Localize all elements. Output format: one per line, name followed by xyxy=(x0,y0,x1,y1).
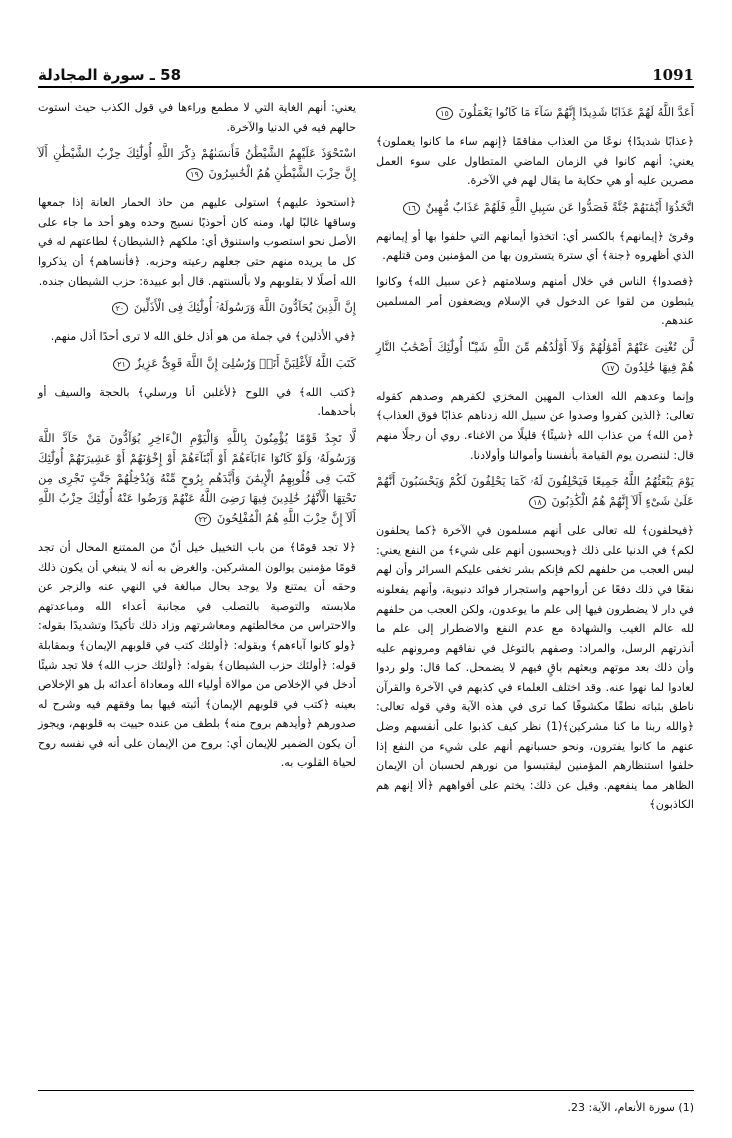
ayah-text: يَوْمَ يَبْعَثُهُمُ اللَّهُ جَمِيعًا فَيَحْلِفُونَ لَهُۥ كَمَا يَحْلِفُونَ لَكُمْ وَيَحْسَبُونَ أَنَّهُمْ عَلَىٰ شَىْءٍ أَلَآ إِنَّهُمْ هُمُ الْكَٰذِبُونَ xyxy=(376,474,694,509)
commentary-paragraph: ﴿فصدوا﴾ الناس في خلال أمنهم وسلامتهم ﴿عن سبيل الله﴾ وكانوا يثبطون من لقوا عن الدخول في الإسلام ويضعفون أمر المسلمين عندهم. xyxy=(376,274,694,328)
ayah-text: كَتَبَ اللَّهُ لَأَغْلِبَنَّ أَنَا۠ وَرُسُلِىٓ إِنَّ اللَّهَ قَوِىٌّ عَزِيزٌ xyxy=(135,355,356,370)
page-number: 1091 xyxy=(652,66,694,84)
commentary-paragraph: وقرئ ﴿إيمانهم﴾ بالكسر أي: اتخذوا أيمانهم التي حلفوا بها أو إيمانهم الذي أظهروه ﴿جنة﴾ أي سترة يتسترون بها من المؤمنين ومن قتلهم. xyxy=(376,229,694,263)
ayah-text: أَعَدَّ اللَّهُ لَهُمْ عَذَابًا شَدِيدًا إِنَّهُمْ سَآءَ مَا كَانُوا يَعْمَلُونَ xyxy=(458,105,694,119)
ayah-text: لَّا تَجِدُ قَوْمًا يُؤْمِنُونَ بِاللَّهِ وَالْيَوْمِ الْءَاخِرِ يُوَآدُّونَ مَنْ حَآدَّ اللَّهَ وَرَسُولَهُۥ وَلَوْ كَانُوٓا ءَابَآءَهُمْ أَوْ أَبْنَآءَهُمْ أَوْ إِخْوَٰنَهُمْ أَوْ عَشِيرَتَهُمْ أُولَٰٓئِكَ كَتَبَ فِى قُلُوبِهِمُ الْإِيمَٰنَ وَأَيَّدَهُم بِرُوحٍ مِّنْهُ وَيُدْخِلُهُمْ جَنَّٰتٍ تَجْرِى مِن تَحْتِهَا الْأَنْهَٰرُ خَٰلِدِينَ فِيهَا رَضِىَ اللَّهُ عَنْهُمْ وَرَضُوا عَنْهُ أُولَٰٓئِكَ حِزْبُ اللَّهِ أَلَآ إِنَّ حِزْبَ اللَّهِ هُمُ الْمُفْلِحُونَ xyxy=(38,430,356,525)
ayah-number: ٢٠ xyxy=(112,302,129,315)
commentary-paragraph: ﴿في الأذلين﴾ في جملة من هو أذل خلق الله لا ترى أحدًا أذل منهم. xyxy=(50,330,356,344)
ayah-block xyxy=(376,102,694,122)
commentary-paragraph: وإنما وعدهم الله العذاب المهين المخزي لكفرهم وصدهم كقوله تعالى: ﴿الذين كفروا وصدوا عن سبيل الله زدناهم عذابًا فوق العذاب﴾ ﴿من الله﴾ من عذاب الله ﴿شيئًا﴾ قليلًا من الاغناء. روي أن رجلًا منهم قال: لننصرن يوم القيامة بأنفسنا وأموالنا وأولادنا. xyxy=(376,389,694,462)
commentary-paragraph: ﴿كتب الله﴾ في اللوح ﴿لأغلبن أنا ورسلي﴾ بالحجة والسيف أو بأحدهما. xyxy=(38,385,356,419)
ayah-text: اتَّخَذُوٓا أَيْمَٰنَهُمْ جُنَّةً فَصَدُّوا عَن سَبِيلِ اللَّهِ فَلَهُمْ عَذَابٌ مُّهِينٌ xyxy=(425,199,694,214)
ayah-block xyxy=(38,353,356,373)
left-column xyxy=(38,98,356,770)
ayah-number: ١٧ xyxy=(602,362,619,375)
commentary-paragraph: ﴿فيحلفون﴾ لله تعالى على أنهم مسلمون في الآخرة ﴿كما يحلفون لكم﴾ في الدنيا على ذلك ﴿ويحسبون أنهم على شيء﴾ من النفع يعني: ليس العجب من حلفهم لكم فإنكم بشر تخفى عليكم السرائر وأن لهم نفعًا في ذلك دفعًا عن أرواحهم واستجرار فوائد دنيوية، وأنهم يفعلونه في دار لا يضطرون فيها إلى علم ما يوعدون، ولكن العجب من حلفهم لله عالم الغيب والشهادة مع عدم النفع والاضطرار إلى علم ما أنذرتهم الرسل، والمراد: وصفهم بالتوغل في نفاقهم ومرونهم عليه وأن ذلك بعد موتهم وبعثهم باقٍ فيهم لا يضمحل. كما قال: ولو ردوا لعادوا لما نهوا عنه. وقد اختلف العلماء في كذبهم في الآخرة والقرآن ناطق بثباته نطقًا مكشوفًا كما ترى في هذه الآية وفي قوله تعالى: ﴿والله ربنا ما كنا مشركين﴾(1) نظر كيف كذبوا على أنفسهم وضل عنهم ما كانوا يفترون، ونحو حسبانهم أنهم على شيء من النفع إذا حلفوا استنظارهم المؤمنين ليقتبسوا من نورهم لحسبان أن الإيمان الظاهر مما ينفعهم. وقيل عن ذلك: يختم على أفواههم ﴿ألا إنهم هم الكاذبون﴾ xyxy=(376,524,694,812)
ayah-text: اسْتَحْوَذَ عَلَيْهِمُ الشَّيْطَٰنُ فَأَنسَىٰهُمْ ذِكْرَ اللَّهِ أُولَٰٓئِكَ حِزْبُ الشَّيْطَٰنِ أَلَآ إِنَّ حِزْبَ الشَّيْطَٰنِ هُمُ الْخَٰسِرُونَ xyxy=(38,146,356,181)
ayah-block xyxy=(38,297,356,317)
ayah-number: ١٨ xyxy=(529,496,546,509)
ayah-number: ١٦ xyxy=(403,202,420,215)
footnote: (1) سورة الأنعام، الآية: 23. xyxy=(567,1101,694,1114)
commentary-paragraph: ﴿استحوذ عليهم﴾ استولى عليهم من حاذ الحمار العانة إذا جمعها وساقها غالبًا لها، ومنه كان أحوذيًا نسيج وحده وهو أحد ما جاء على الأصل نحو استصوب واستنوق أي: ملكهم ﴿الشيطان﴾ لطاعتهم له في كل ما يريده منهم حتى جعلهم رعيته وحزبه. ﴿فأنساهم﴾ أن يذكروا الله أصلًا لا بقلوبهم ولا بألسنتهم. قال أبو عبيدة: حزب الشيطان جنده. xyxy=(38,196,356,288)
ayah-text: إِنَّ الَّذِينَ يُحَآدُّونَ اللَّهَ وَرَسُولَهُۥٓ أُولَٰٓئِكَ فِى الْأَذَلِّينَ xyxy=(133,300,356,315)
commentary-paragraph: ﴿عذابًا شديدًا﴾ نوعًا من العذاب مفاقمًا ﴿إنهم ساء ما كانوا يعملون﴾ يعني: أنهم كانوا في الزمان الماضي المتطاول على سوء العمل مصرين عليه أو هي حكاية ما يقال لهم في الآخرة. xyxy=(376,135,694,188)
footnote-divider xyxy=(38,1090,694,1091)
ayah-block xyxy=(38,428,356,528)
commentary-paragraph: يعني: أنهم الغاية التي لا مطمع وراءها في قول الكذب حيث استوت حالهم فيه في الدنيا والآخرة. xyxy=(38,101,356,134)
ayah-number: ٢٢ xyxy=(195,513,212,526)
ayah-block xyxy=(376,471,694,511)
right-column xyxy=(376,98,694,812)
ayah-number: ١٥ xyxy=(436,107,453,120)
page-header xyxy=(38,58,694,84)
ayah-number: ١٩ xyxy=(186,168,203,181)
header-divider xyxy=(38,86,694,88)
ayah-number: ٢١ xyxy=(113,358,130,371)
ayah-block xyxy=(376,197,694,217)
ayah-block xyxy=(376,337,694,377)
surah-title: 58 ـ سورة المجادلة xyxy=(38,66,182,84)
ayah-block xyxy=(38,143,356,183)
ayah-text: لَّن تُغْنِىَ عَنْهُمْ أَمْوَٰلُهُمْ وَلَآ أَوْلَٰدُهُم مِّنَ اللَّهِ شَيْـًٔا أُولَٰٓئِكَ أَصْحَٰبُ النَّارِ هُمْ فِيهَا خَٰلِدُونَ xyxy=(376,339,694,374)
commentary-paragraph: ﴿لا تجد قومًا﴾ من باب التخييل خيل أنّ من الممتنع المحال أن تجد قومًا مؤمنين يوالون المشركين. والغرض به أنه لا ينبغي أن يكون ذلك وحقه أن يمتنع ولا يوجد بحال مبالغة في النهي عنه والزجر عن ملابسته والتوصية بالتصلب في مجانبة أعداء الله ومباعدتهم والاحتراس من مخالطتهم ومعاشرتهم وزاد ذلك تأكيدًا وتشديدًا بقوله: ﴿ولو كانوا آباءهم﴾ وبقوله: ﴿أولئك كتب في قلوبهم الإيمان﴾ وبمقابلة قوله: ﴿أولئك حزب الشيطان﴾ بقوله: ﴿أولئك حزب الله﴾ فلا تجد شيئًا أدخل في الإخلاص من موالاة أولياء الله ومعاداة أعدائه بل هو الإخلاص بعينه ﴿كتب في قلوبهم الإيمان﴾ أثبته فيها بما وفقهم فيه وشرح له صدورهم ﴿وأيدهم بروح منه﴾ بلطف من عنده حييت به قلوبهم، ويجوز أن يكون الضمير للإيمان أي: بروح من الإيمان على أنه في نفسه روح لحياة القلوب به. xyxy=(38,540,356,770)
